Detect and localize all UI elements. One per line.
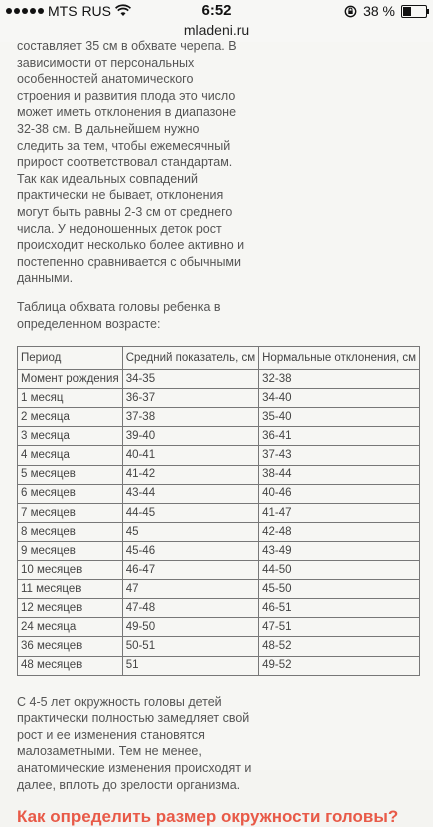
table-cell: 48-52 [259, 637, 420, 656]
table-row [18, 446, 420, 465]
status-time: 6:52 [201, 2, 232, 19]
status-bar [0, 0, 433, 22]
table-cell: 8 месяцев [18, 522, 123, 541]
battery-level [403, 7, 411, 16]
table-row [18, 541, 420, 560]
table-cell: 49-50 [122, 618, 258, 637]
table-body [18, 370, 420, 676]
table-row [18, 656, 420, 675]
battery-icon [401, 5, 427, 18]
table-cell: 6 месяцев [18, 484, 123, 503]
table-cell: 41-42 [122, 465, 258, 484]
article-paragraph: составляет 35 см в обхвате черепа. В зависимости от персональных особенностей анатомического строения и развития плода это число может иметь отклонения в диапазоне 32-38 см. В дальнейшем нужно следить за тем, чтобы ежемесячный прирост соответствовал стандартам. Так как идеальных совпадений практически не бывает, отклонения могут быть равны 2-3 см от среднего числа. У недоношенных деток рост происходит несколько более активно и постепенно сравнивается с обычными данными. [17, 39, 245, 286]
table-cell: 36 месяцев [18, 637, 123, 656]
table-cell: 2 месяца [18, 408, 123, 427]
table-cell: 47-48 [122, 599, 258, 618]
orientation-lock-icon [344, 5, 357, 18]
table-row [18, 599, 420, 618]
table-cell: 49-52 [259, 656, 420, 675]
table-row [18, 561, 420, 580]
table-cell: 39-40 [122, 427, 258, 446]
table-row [18, 522, 420, 541]
table-cell: 47 [122, 580, 258, 599]
table-row [18, 408, 420, 427]
table-header-row [18, 347, 420, 370]
address-url[interactable]: mladeni.ru [183, 22, 250, 38]
table-intro: Таблица обхвата головы ребенка в определенном возрасте: [17, 299, 221, 331]
table-cell: 37-43 [259, 446, 420, 465]
column-header: Средний показатель, см [122, 347, 258, 370]
table-cell: 50-51 [122, 637, 258, 656]
table-row [18, 618, 420, 637]
article-paragraph: С 4-5 лет окружность головы детей практически полностью замедляет свой рост и ее изменения становятся малозаметными. Тем не менее, анатомические изменения происходят и далее, вплоть до зрелости организма. [17, 694, 252, 792]
table-cell: 44-50 [259, 561, 420, 580]
table-row [18, 389, 420, 408]
table-cell: 46-51 [259, 599, 420, 618]
table-cell: 36-41 [259, 427, 420, 446]
table-cell: 36-37 [122, 389, 258, 408]
table-cell: 43-49 [259, 541, 420, 560]
table-cell: 35-40 [259, 408, 420, 427]
page-content[interactable] [0, 39, 433, 827]
table-cell: 1 месяц [18, 389, 123, 408]
table-cell: 24 месяца [18, 618, 123, 637]
table-cell: 42-48 [259, 522, 420, 541]
article [17, 39, 417, 827]
table-cell: 48 месяцев [18, 656, 123, 675]
table-cell: 45-46 [122, 541, 258, 560]
table-cell: 10 месяцев [18, 561, 123, 580]
carrier-name: MTS RUS [48, 3, 111, 19]
table-cell: 45 [122, 522, 258, 541]
table-cell: 40-46 [259, 484, 420, 503]
table-cell: 51 [122, 656, 258, 675]
table-cell: 32-38 [259, 370, 420, 389]
table-cell: 45-50 [259, 580, 420, 599]
table-row [18, 580, 420, 599]
table-row [18, 465, 420, 484]
head-circumference-table [17, 346, 420, 676]
section-heading: Как определить размер окружности головы? [17, 807, 399, 827]
table-cell: 12 месяцев [18, 599, 123, 618]
battery-percent: 38 % [363, 3, 395, 19]
table-cell: 9 месяцев [18, 541, 123, 560]
table-cell: 38-44 [259, 465, 420, 484]
table-cell: 3 месяца [18, 427, 123, 446]
column-header: Период [18, 347, 123, 370]
table-cell: 40-41 [122, 446, 258, 465]
table-row [18, 370, 420, 389]
column-header: Нормальные отклонения, см [259, 347, 420, 370]
table-cell: 44-45 [122, 503, 258, 522]
table-cell: 34-35 [122, 370, 258, 389]
table-cell: 43-44 [122, 484, 258, 503]
table-cell: 4 месяца [18, 446, 123, 465]
table-row [18, 503, 420, 522]
table-cell: 41-47 [259, 503, 420, 522]
table-row [18, 427, 420, 446]
table-cell: Момент рождения [18, 370, 123, 389]
table-cell: 11 месяцев [18, 580, 123, 599]
table-cell: 7 месяцев [18, 503, 123, 522]
table-cell: 5 месяцев [18, 465, 123, 484]
table-cell: 47-51 [259, 618, 420, 637]
table-row [18, 637, 420, 656]
table-row [18, 484, 420, 503]
table-cell: 34-40 [259, 389, 420, 408]
table-cell: 37-38 [122, 408, 258, 427]
table-cell: 46-47 [122, 561, 258, 580]
battery-group [344, 3, 427, 19]
